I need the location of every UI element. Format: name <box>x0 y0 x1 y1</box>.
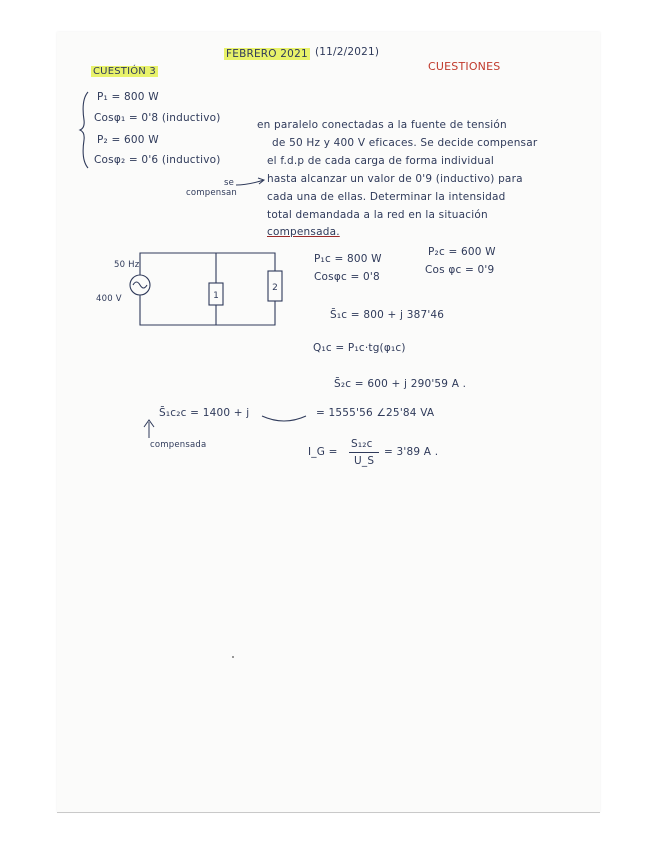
statement-line-5: cada una de ellas. Determinar la intensidad <box>267 191 506 203</box>
given-cos2: Cosφ₂ = 0'6 (inductivo) <box>94 154 221 166</box>
compensada-arrow-icon <box>142 418 156 440</box>
circuit-diagram <box>120 245 290 330</box>
note-compensan: compensan <box>186 188 237 198</box>
work-cos1c: Cosφc = 0'8 <box>314 271 380 283</box>
question-label: CUESTIÓN 3 <box>93 66 156 77</box>
load-2-label: 2 <box>272 283 278 293</box>
note-se: se <box>224 178 235 188</box>
section-title: CUESTIONES <box>428 60 501 73</box>
given-cos1: Cosφ₁ = 0'8 (inductivo) <box>94 112 221 124</box>
work-s1c: S̄₁c = 800 + j 387'46 <box>330 309 445 321</box>
load-1-label: 1 <box>213 291 219 301</box>
work-compensada: compensada <box>150 440 207 450</box>
work-stotal-result: = 1555'56 ∠25'84 VA <box>316 407 435 419</box>
work-cos2c: Cos φc = 0'9 <box>425 264 495 276</box>
statement-line-6: total demandada a la red en la situación <box>267 209 488 221</box>
work-p2c: P₂c = 600 W <box>428 246 496 258</box>
work-p1c: P₁c = 800 W <box>314 253 382 265</box>
circuit-freq: 50 Hz <box>114 260 140 270</box>
work-ig-denominator: U_S <box>354 455 375 467</box>
date-paren: (11/2/2021) <box>315 46 380 58</box>
statement-line-4: hasta alcanzar un valor de 0'9 (inductivo) para <box>267 173 523 185</box>
page-edge <box>57 812 600 813</box>
date-title: FEBRERO 2021 <box>226 48 308 60</box>
given-p1: P₁ = 800 W <box>97 91 159 103</box>
work-s2c: S̄₂c = 600 + j 290'59 A . <box>334 378 467 390</box>
note-arrow-icon <box>236 176 266 188</box>
statement-line-1: en paralelo conectadas a la fuente de tensión <box>257 119 507 131</box>
fraction-bar <box>349 452 379 453</box>
work-ig-result: = 3'89 A . <box>384 446 439 458</box>
work-ig-numerator: S₁₂c <box>351 438 373 450</box>
work-blank-curve <box>262 412 308 424</box>
work-ig: I_G = <box>308 446 338 458</box>
work-stotal: S̄₁c₂c = 1400 + j <box>159 407 250 419</box>
given-p2: P₂ = 600 W <box>97 134 159 146</box>
ink-dot <box>232 656 234 658</box>
statement-line-3: el f.d.p de cada carga de forma individual <box>267 155 494 167</box>
circuit-voltage: 400 V <box>96 294 122 304</box>
givens-brace <box>78 90 92 170</box>
paper-sheet <box>57 32 600 812</box>
work-q1c: Q₁c = P₁c·tg(φ₁c) <box>313 342 406 354</box>
statement-line-7: compensada. <box>267 226 340 238</box>
statement-line-2: de 50 Hz y 400 V eficaces. Se decide compensar <box>272 137 538 149</box>
